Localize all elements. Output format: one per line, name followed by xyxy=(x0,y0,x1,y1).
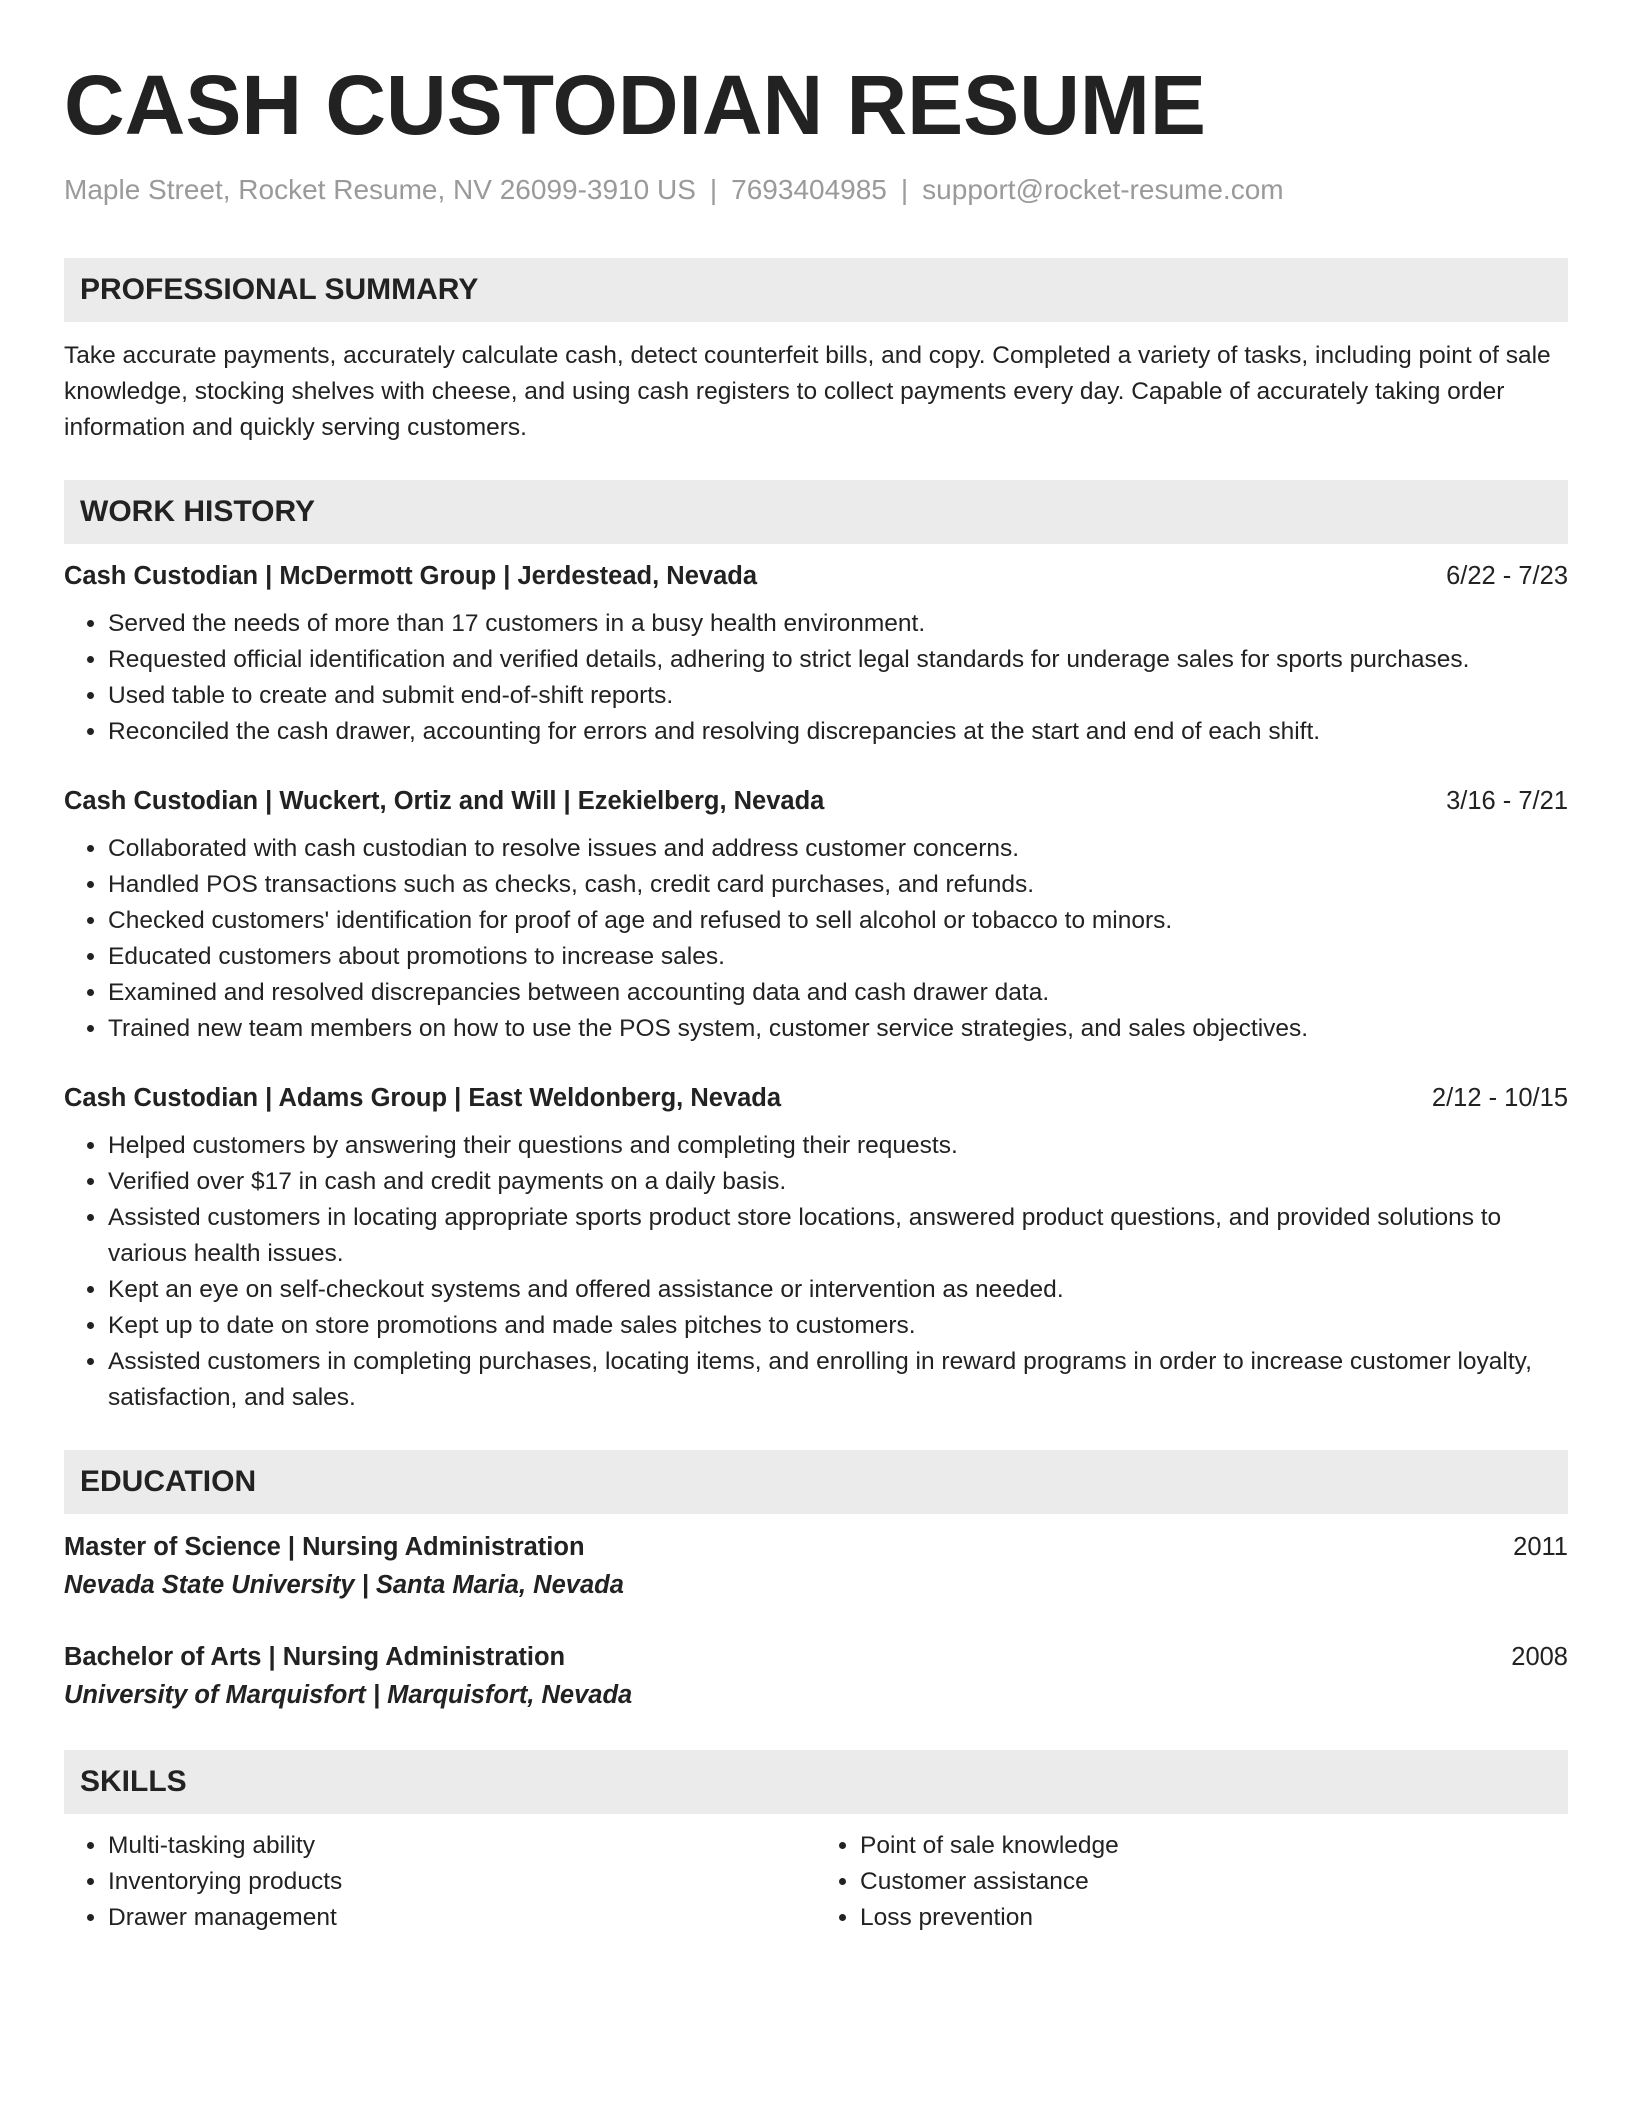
job-bullet: • Served the needs of more than 17 customers in a busy health environment. xyxy=(108,606,1568,642)
job-bullet: • Kept up to date on store promotions and made sales pitches to customers. xyxy=(108,1308,1568,1344)
job-title: Cash Custodian | Wuckert, Ortiz and Will | Ezekielberg, Nevada xyxy=(64,787,825,815)
job-bullet: • Handled POS transactions such as checks, cash, credit card purchases, and refunds. xyxy=(108,867,1568,903)
job-entry xyxy=(64,783,1568,1047)
job-dates: 6/22 - 7/23 xyxy=(1446,562,1568,590)
contact-address: Maple Street, Rocket Resume, NV 26099-3910 US xyxy=(64,174,696,205)
job-title: Cash Custodian | Adams Group | East Weldonberg, Nevada xyxy=(64,1084,782,1112)
education-degree: Bachelor of Arts | Nursing Administration xyxy=(64,1643,566,1671)
job-bullet: • Used table to create and submit end-of-shift reports. xyxy=(108,678,1568,714)
job-bullets xyxy=(64,831,1568,1047)
job-bullet: • Assisted customers in locating appropriate sports product store locations, answered product questions, and provided solutions to various health issues. xyxy=(108,1200,1568,1272)
education-year: 2011 xyxy=(1513,1533,1568,1561)
education-school: Nevada State University | Santa Maria, Nevada xyxy=(64,1571,624,1599)
education-entry xyxy=(64,1638,1568,1714)
education-header xyxy=(64,1638,1568,1676)
job-bullet: • Requested official identification and verified details, adhering to strict legal standards for underage sales for sports purchases. xyxy=(108,642,1568,678)
section-heading-work-history: WORK HISTORY xyxy=(64,480,1568,544)
job-bullet: • Collaborated with cash custodian to resolve issues and address customer concerns. xyxy=(108,831,1568,867)
job-bullet: • Examined and resolved discrepancies between accounting data and cash drawer data. xyxy=(108,975,1568,1011)
job-bullet: • Verified over $17 in cash and credit payments on a daily basis. xyxy=(108,1164,1568,1200)
job-bullet: • Helped customers by answering their questions and completing their requests. xyxy=(108,1128,1568,1164)
section-heading-summary: PROFESSIONAL SUMMARY xyxy=(64,258,1568,322)
page-title: CASH CUSTODIAN RESUME xyxy=(64,58,1206,152)
skill-item: • Drawer management xyxy=(108,1900,816,1936)
education-entry xyxy=(64,1528,1568,1604)
skills-list xyxy=(64,1828,1568,1936)
job-header xyxy=(64,558,1568,594)
contact-email: support@rocket-resume.com xyxy=(922,174,1284,205)
job-bullet: • Assisted customers in completing purchases, locating items, and enrolling in reward programs in order to increase customer loyalty, satisfaction, and sales. xyxy=(108,1344,1568,1416)
skills-column-left xyxy=(64,1828,816,1936)
contact-separator: | xyxy=(709,174,718,205)
education-degree: Master of Science | Nursing Administration xyxy=(64,1533,585,1561)
contact-separator: | xyxy=(900,174,909,205)
job-bullet: • Reconciled the cash drawer, accounting for errors and resolving discrepancies at the start and end of each shift. xyxy=(108,714,1568,750)
job-entry xyxy=(64,1080,1568,1416)
job-bullets xyxy=(64,1128,1568,1416)
job-bullet: • Educated customers about promotions to increase sales. xyxy=(108,939,1568,975)
skill-item: • Inventorying products xyxy=(108,1864,816,1900)
contact-line xyxy=(64,172,1568,208)
job-header xyxy=(64,783,1568,819)
job-bullet: • Kept an eye on self-checkout systems and offered assistance or intervention as needed. xyxy=(108,1272,1568,1308)
education-year: 2008 xyxy=(1511,1643,1568,1671)
summary-text: Take accurate payments, accurately calculate cash, detect counterfeit bills, and copy. Completed a variety of tasks, including point of sale knowledge, stocking shelves with cheese, and using cash registers to collect payments every day. Capable of accurately taking order information and quickly serving customers. xyxy=(64,342,1551,441)
job-entry xyxy=(64,558,1568,750)
section-heading-skills: SKILLS xyxy=(64,1750,1568,1814)
job-dates: 3/16 - 7/21 xyxy=(1446,787,1568,815)
skill-item: • Customer assistance xyxy=(860,1864,1568,1900)
job-bullet: • Checked customers' identification for proof of age and refused to sell alcohol or tobacco to minors. xyxy=(108,903,1568,939)
education-school: University of Marquisfort | Marquisfort, Nevada xyxy=(64,1681,633,1709)
job-header xyxy=(64,1080,1568,1116)
skill-item: • Point of sale knowledge xyxy=(860,1828,1568,1864)
job-dates: 2/12 - 10/15 xyxy=(1431,1084,1568,1112)
skill-item: • Loss prevention xyxy=(860,1900,1568,1936)
skill-item: • Multi-tasking ability xyxy=(108,1828,816,1864)
contact-phone: 7693404985 xyxy=(731,174,887,205)
job-bullets xyxy=(64,606,1568,750)
section-heading-education: EDUCATION xyxy=(64,1450,1568,1514)
job-title: Cash Custodian | McDermott Group | Jerdestead, Nevada xyxy=(64,562,758,590)
skills-column-right xyxy=(816,1828,1568,1936)
education-header xyxy=(64,1528,1568,1566)
job-bullet: • Trained new team members on how to use the POS system, customer service strategies, and sales objectives. xyxy=(108,1011,1568,1047)
